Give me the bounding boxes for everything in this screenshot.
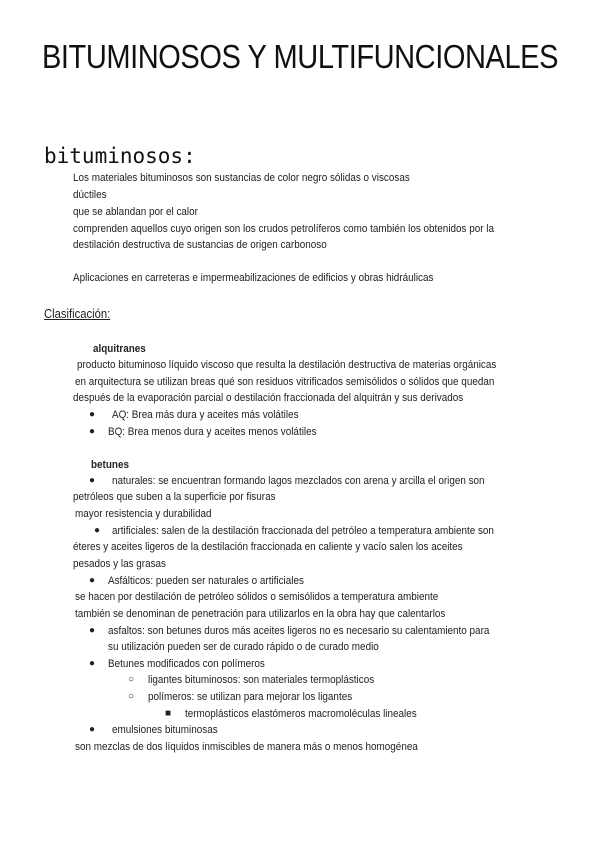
intro-line: dúctiles <box>73 189 107 201</box>
classification-heading: Clasificación: <box>44 307 111 321</box>
betunes-line: mayor resistencia y durabilidad <box>75 508 212 520</box>
bullet-circle: ○ <box>128 691 135 702</box>
alquitranes-title: alquitranes <box>93 343 146 355</box>
alquitranes-bullet: BQ: Brea menos dura y aceites menos volátiles <box>108 426 317 438</box>
section-heading: bituminosos: <box>44 144 196 168</box>
bullet-disc: ● <box>89 658 96 669</box>
betunes-line: termoplásticos elastómeros macromoléculas lineales <box>185 708 417 720</box>
alquitranes-line: en arquitectura se utilizan breas qué son residuos vitrificados semisólidos o sólidos que quedan <box>75 376 495 388</box>
betunes-line: Asfálticos: pueden ser naturales o artificiales <box>108 575 304 587</box>
intro-line: que se ablandan por el calor <box>73 206 198 218</box>
bullet-circle: ○ <box>128 674 135 685</box>
alquitranes-line: después de la evaporación parcial o destilación fraccionada del alquitrán y sus derivados <box>73 392 464 404</box>
bullet-disc: ● <box>89 426 96 437</box>
bullet-disc: ● <box>89 475 96 486</box>
betunes-title: betunes <box>91 459 129 471</box>
bullet-disc: ● <box>94 525 101 536</box>
bullet-disc: ● <box>89 625 96 636</box>
applications-line: Aplicaciones en carreteras e impermeabilizaciones de edificios y obras hidráulicas <box>73 272 434 284</box>
betunes-line: emulsiones bituminosas <box>112 724 218 736</box>
betunes-line: éteres y aceites ligeros de la destilación fraccionada en caliente y vacío salen los aceites <box>73 541 463 553</box>
betunes-line: petróleos que suben a la superficie por fisuras <box>73 491 276 503</box>
betunes-line: se hacen por destilación de petróleo sólidos o semisólidos a temperatura ambiente <box>75 591 439 603</box>
betunes-line: artificiales: salen de la destilación fraccionada del petróleo a temperatura ambiente son <box>112 525 494 537</box>
bullet-disc: ● <box>89 409 96 420</box>
betunes-line: asfaltos: son betunes duros más aceites ligeros no es necesario su calentamiento para <box>108 625 490 637</box>
intro-line: destilación destructiva de sustancias de origen carbonoso <box>73 239 327 251</box>
bullet-disc: ● <box>89 724 96 735</box>
intro-line: Los materiales bituminosos son sustancias de color negro sólidas o viscosas <box>73 172 410 184</box>
betunes-line: naturales: se encuentran formando lagos mezclados con arena y arcilla el origen son <box>112 475 485 487</box>
bullet-disc: ● <box>89 575 96 586</box>
alquitranes-bullet: AQ: Brea más dura y aceites más volátiles <box>112 409 299 421</box>
intro-line: comprenden aquellos cuyo origen son los crudos petrolíferos como también los obtenidos por la <box>73 223 495 235</box>
betunes-line: Betunes modificados con polímeros <box>108 658 265 670</box>
document-title: BITUMINOSOS Y MULTIFUNCIONALES <box>41 38 559 75</box>
betunes-line: también se denominan de penetración para utilizarlos en la obra hay que calentarlos <box>75 608 446 620</box>
betunes-line: polímeros: se utilizan para mejorar los ligantes <box>148 691 353 703</box>
betunes-line: su utilización pueden ser de curado rápido o de curado medio <box>108 641 379 653</box>
betunes-line: pesados y las grasas <box>73 558 167 570</box>
bullet-square: ■ <box>165 708 172 719</box>
betunes-line: ligantes bituminosos: son materiales termoplásticos <box>148 674 375 686</box>
betunes-line: son mezclas de dos líquidos inmiscibles de manera más o menos homogénea <box>75 741 418 753</box>
alquitranes-line: producto bituminoso líquido viscoso que resulta la destilación destructiva de materias orgánicas <box>77 359 497 371</box>
